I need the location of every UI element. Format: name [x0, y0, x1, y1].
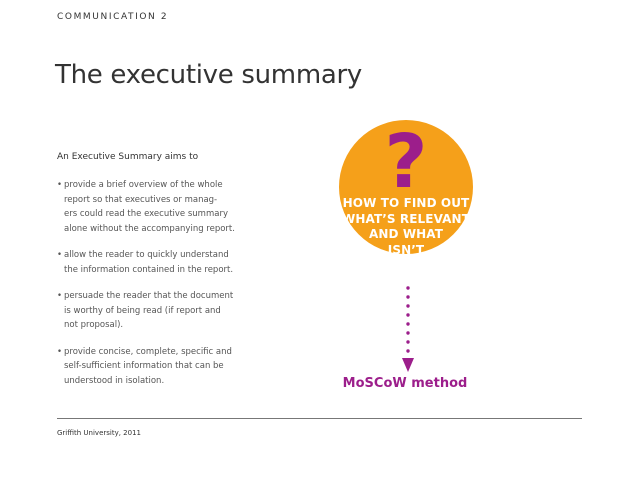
- bullet-line: understood in isolation.: [64, 375, 165, 386]
- bullet-item: [57, 178, 257, 236]
- dotted-arrow-icon: [398, 284, 418, 374]
- bullet-line: ers could read the executive summary: [64, 209, 228, 219]
- question-mark-icon: ?: [384, 119, 428, 205]
- bullet-line: report so that executives or manag-: [64, 194, 218, 205]
- bullet-line: • provide concise, complete, specific and: [64, 346, 232, 357]
- bullet-item: [57, 345, 257, 389]
- question-line: AND WHAT: [368, 227, 444, 241]
- bullet-line: not proposal).: [64, 320, 124, 330]
- bullet-item: [57, 248, 257, 277]
- bullet-line: the information contained in the report.: [64, 264, 234, 275]
- footer-divider: [57, 418, 582, 419]
- page-title: The executive summary: [55, 60, 362, 90]
- question-text: [339, 196, 473, 258]
- footer-credit: Griffith University, 2011: [57, 429, 141, 437]
- question-line: ISN’T: [387, 242, 425, 257]
- bullet-list: [57, 178, 257, 400]
- bullet-line: • allow the reader to quickly understand: [64, 250, 229, 260]
- question-line: HOW TO FIND OUT: [342, 196, 470, 210]
- bullet-line: self-sufficient information that can be: [64, 361, 224, 371]
- bullet-line: alone without the accompanying report.: [64, 223, 235, 234]
- intro-text: An Executive Summary aims to: [57, 152, 199, 162]
- bullet-line: • provide a brief overview of the whole: [64, 180, 223, 190]
- bullet-line: is worthy of being read (if report and: [64, 305, 221, 316]
- question-line: WHAT’S RELEVANT: [342, 211, 470, 226]
- header-label: COMMUNICATION 2: [57, 12, 169, 22]
- bullet-line: • persuade the reader that the document: [64, 291, 234, 301]
- moscow-method-label: MoSCoW method: [342, 376, 468, 391]
- bullet-item: [57, 289, 257, 333]
